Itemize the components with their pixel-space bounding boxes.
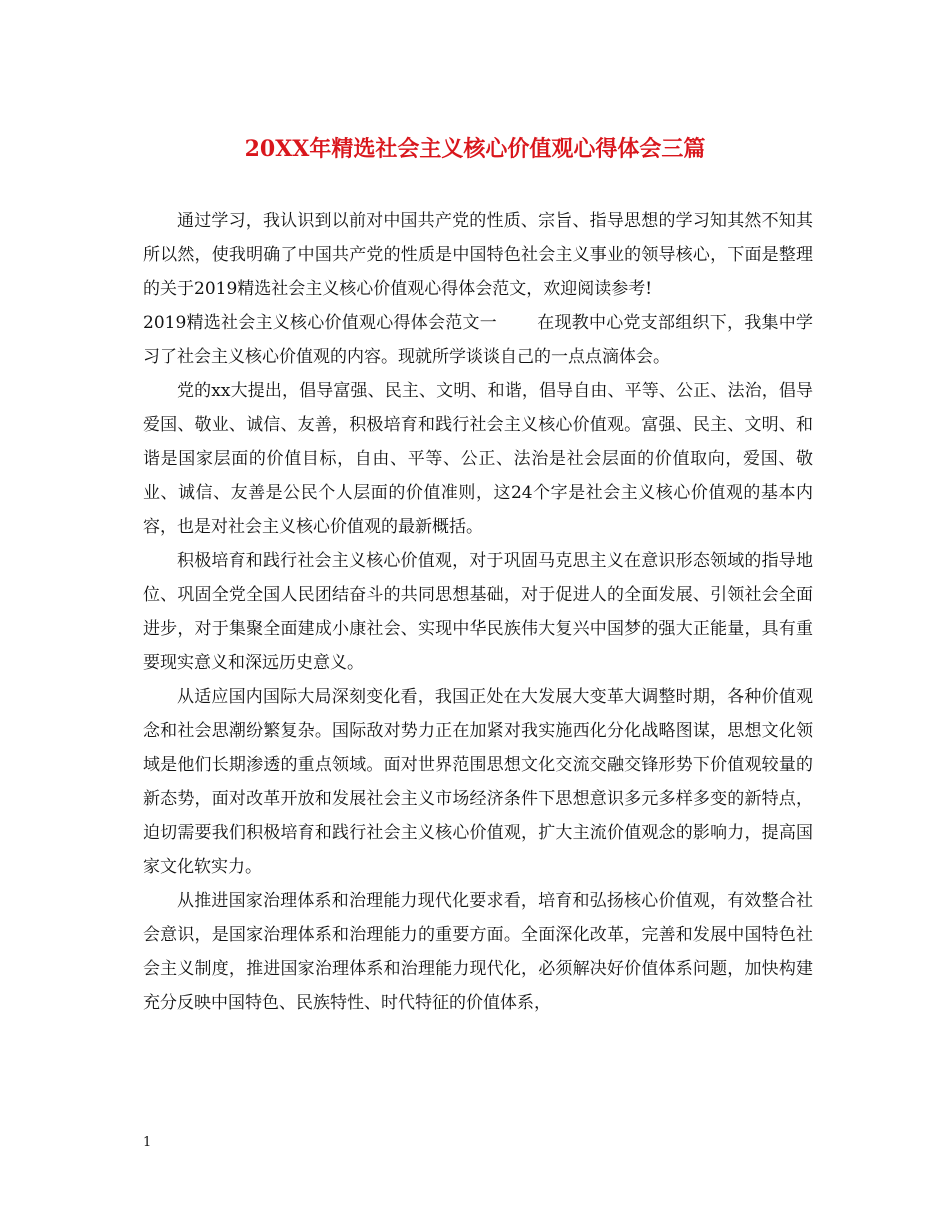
page-number: 1 (143, 1135, 152, 1150)
paragraph-governance: 从推进国家治理体系和治理能力现代化要求看，培育和弘扬核心价值观，有效整合社会意识，是国家治理体系和治理能力的重要方面。全面深化改革，完善和发展中国特色社会主义制度，推进国家治理体系和治理能力现代化，必须解决好价值体系问题，加快构建充分反映中国特色、民族特性、时代特征的价值体系， (143, 891, 813, 1013)
document-title: 20XX年精选社会主义核心价值观心得体会三篇 (244, 136, 706, 162)
section-heading: 2019精选社会主义核心价值观心得体会范文一 (143, 313, 498, 333)
paragraph-intro: 通过学习，我认识到以前对中国共产党的性质、宗旨、指导思想的学习知其然不知其所以然，使我明确了中国共产党的性质是中国特色社会主义事业的领导核心，下面是整理的关于2019精选社会主义核心价值观心得体会范文，欢迎阅读参考! (143, 211, 813, 299)
paragraph-values: 党的xx大提出，倡导富强、民主、文明、和谐，倡导自由、平等、公正、法治，倡导爱国、敬业、诚信、友善，积极培育和践行社会主义核心价值观。富强、民主、文明、和谐是国家层面的价值目标，自由、平等、公正、法治是社会层面的价值取向，爱国、敬业、诚信、友善是公民个人层面的价值准则，这24个字是社会主义核心价值观的基本内容，也是对社会主义核心价值观的最新概括。 (143, 381, 813, 537)
section-first-text: 在现教中心党支部组织下，我集中学习了社会主义核心价值观的内容。现就所学谈谈自己的一点点滴体会。 (143, 313, 814, 367)
document-body (143, 204, 813, 1020)
paragraph-significance: 积极培育和践行社会主义核心价值观，对于巩固马克思主义在意识形态领域的指导地位、巩固全党全国人民团结奋斗的共同思想基础，对于促进人的全面发展、引领社会全面进步，对于集聚全面建成小康社会、实现中华民族伟大复兴中国梦的强大正能量，具有重要现实意义和深远历史意义。 (143, 551, 813, 673)
paragraph-international: 从适应国内国际大局深刻变化看，我国正处在大发展大变革大调整时期，各种价值观念和社会思潮纷繁复杂。国际敌对势力正在加紧对我实施西化分化战略图谋，思想文化领域是他们长期渗透的重点领域。面对世界范围思想文化交流交融交锋形势下价值观较量的新态势，面对改革开放和发展社会主义市场经济条件下思想意识多元多样多变的新特点，迫切需要我们积极培育和践行社会主义核心价值观，扩大主流价值观念的影响力，提高国家文化软实力。 (143, 687, 813, 877)
section-paragraph (143, 306, 813, 374)
